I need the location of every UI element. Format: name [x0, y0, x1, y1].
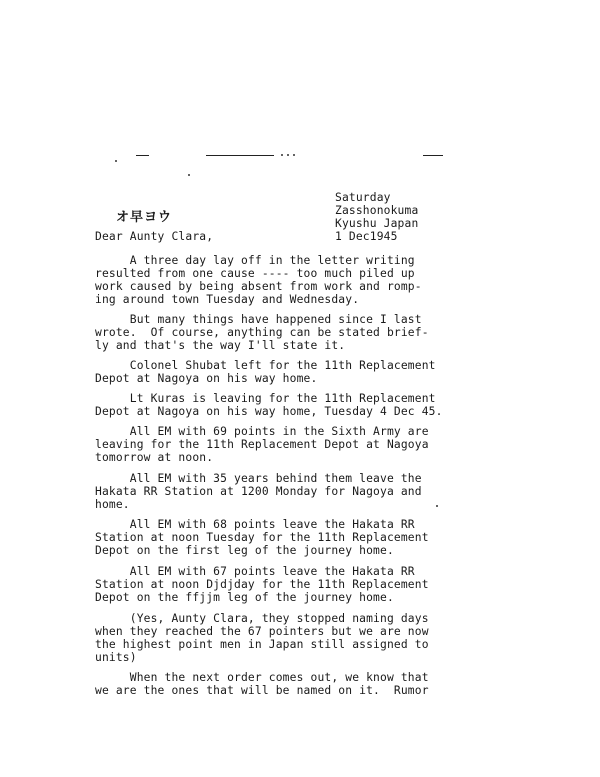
- paragraph-line: ly and that's the way I'll state it.: [95, 339, 346, 352]
- date-line-place: Zasshonokuma: [335, 204, 419, 217]
- top-dot-3: [293, 154, 295, 156]
- paragraph-line: units): [95, 651, 137, 664]
- paragraph-line: (Yes, Aunty Clara, they stopped naming days: [95, 612, 429, 625]
- paragraph-line: we are the ones that will be named on it. Rumor: [95, 684, 429, 697]
- paragraph-line: Hakata RR Station at 1200 Monday for Nagoya and: [95, 485, 422, 498]
- paragraph-line: When the next order comes out, we know that: [95, 671, 429, 684]
- paragraph-line: All EM with 67 points leave the Hakata RR: [95, 565, 415, 578]
- top-dot-2: [287, 154, 289, 156]
- japanese-greeting: オ早ヨウ: [116, 210, 173, 225]
- paragraph-line: But many things have happened since I last: [95, 313, 422, 326]
- paragraph-line: All EM with 69 points in the Sixth Army are: [95, 425, 429, 438]
- paragraph-line: Lt Kuras is leaving for the 11th Replacement: [95, 392, 436, 405]
- paragraph-line: Station at noon Djdjday for the 11th Replacement: [95, 578, 429, 591]
- paragraph-line: home.: [95, 498, 130, 511]
- paragraph-line: tomorrow at noon.: [95, 451, 214, 464]
- paragraph-line: All EM with 68 points leave the Hakata RR: [95, 518, 415, 531]
- paragraph-line: Colonel Shubat left for the 11th Replacement: [95, 359, 436, 372]
- date-line-date: 1 Dec1945: [335, 230, 398, 243]
- stray-mark-2: [188, 174, 190, 176]
- paragraph-line: Depot on the first leg of the journey home.: [95, 544, 394, 557]
- paragraph-line: Depot at Nagoya on his way home, Tuesday 4 Dec 45.: [95, 405, 443, 418]
- paragraph-line: resulted from one cause ---- too much piled up: [95, 267, 415, 280]
- top-rule-left: [136, 155, 149, 156]
- paragraph-line: work caused by being absent from work and romp-: [95, 280, 422, 293]
- paragraph-line: All EM with 35 years behind them leave the: [95, 472, 422, 485]
- paragraph-line: A three day lay off in the letter writing: [95, 254, 415, 267]
- paragraph-line: when they reached the 67 pointers but we are now: [95, 625, 429, 638]
- top-rule-middle: [206, 155, 274, 156]
- paragraph-line: Depot at Nagoya on his way home.: [95, 372, 318, 385]
- paragraph-line: leaving for the 11th Replacement Depot at Nagoya: [95, 438, 429, 451]
- paragraph-line: Station at noon Tuesday for the 11th Replacement: [95, 531, 429, 544]
- paragraph-line: Depot on the ffjjm leg of the journey home.: [95, 591, 394, 604]
- stray-mark-3: [436, 505, 438, 507]
- date-line-day: Saturday: [335, 191, 391, 204]
- top-rule-right: [423, 155, 443, 156]
- salutation: Dear Aunty Clara,: [95, 230, 214, 243]
- date-line-region: Kyushu Japan: [335, 217, 419, 230]
- paragraph-line: ing around town Tuesday and Wednesday.: [95, 293, 360, 306]
- stray-mark-1: [115, 160, 117, 162]
- top-dot-1: [281, 154, 283, 156]
- paragraph-line: wrote. Of course, anything can be stated brief-: [95, 326, 429, 339]
- paragraph-line: the highest point men in Japan still assigned to: [95, 638, 429, 651]
